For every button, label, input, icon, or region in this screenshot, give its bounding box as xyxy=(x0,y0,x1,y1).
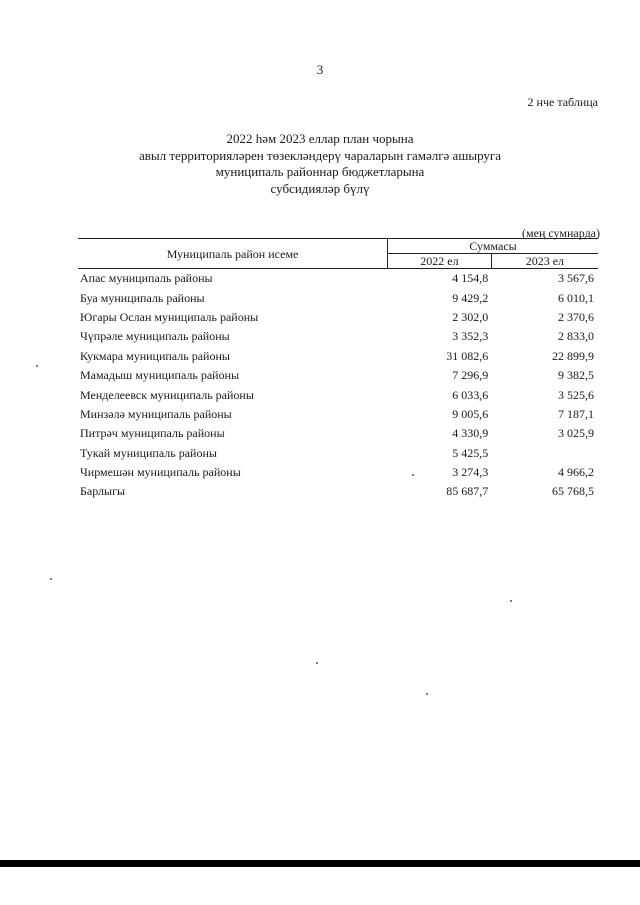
header-year-2022: 2022 ел xyxy=(388,254,492,269)
scan-speck xyxy=(36,365,38,367)
table-body xyxy=(78,269,598,502)
scan-speck xyxy=(510,600,512,602)
value-2023-cell: 6 010,1 xyxy=(558,290,594,305)
scan-speck xyxy=(426,693,428,695)
scan-speck xyxy=(412,474,414,476)
district-name-cell: Минзәлә муниципаль районы xyxy=(80,406,232,421)
units-note: (мең сумнарда) xyxy=(522,226,600,240)
value-2023-cell: 2 833,0 xyxy=(558,329,594,344)
value-2023-cell: 9 382,5 xyxy=(558,368,594,383)
value-2022-cell: 4 154,8 xyxy=(452,271,489,286)
district-name-cell: Кукмара муниципаль районы xyxy=(80,348,230,363)
table-row xyxy=(78,327,598,346)
value-2023-cell: 4 966,2 xyxy=(558,465,594,480)
value-2023-cell: 65 768,5 xyxy=(552,484,594,499)
title-line-2: авыл территорияләрен төзекләндерү чараларын гамәлгә ашыруга xyxy=(139,147,501,163)
page-number: 3 xyxy=(316,62,324,77)
value-2023-cell xyxy=(491,444,598,463)
title-line-3: муниципаль районнар бюджетларына xyxy=(215,164,425,179)
district-name-cell: Апас муниципаль районы xyxy=(80,271,213,286)
district-name-cell: Буа муниципаль районы xyxy=(80,290,205,305)
value-2022-cell: 31 082,6 xyxy=(446,348,489,363)
table-row xyxy=(78,444,598,463)
value-2023-cell: 22 899,9 xyxy=(552,348,594,363)
value-2023-cell: 3 525,6 xyxy=(558,387,594,402)
subsidy-table-container xyxy=(78,238,598,502)
scan-speck xyxy=(316,662,318,664)
value-2023-cell: 2 370,6 xyxy=(558,309,594,324)
value-2023-cell: 3 025,9 xyxy=(558,426,594,441)
value-2022-cell: 3 352,3 xyxy=(452,329,489,344)
value-2022-cell: 3 274,3 xyxy=(452,465,489,480)
district-name-cell: Тукай муниципаль районы xyxy=(80,445,217,460)
table-row xyxy=(78,424,598,443)
value-2022-cell: 7 296,9 xyxy=(452,368,489,383)
value-2022-cell: 85 687,7 xyxy=(446,484,489,499)
value-2022-cell: 9 429,2 xyxy=(452,290,489,305)
table-row xyxy=(78,366,598,385)
table-row xyxy=(78,482,598,501)
document-title xyxy=(0,131,640,197)
value-2022-cell: 4 330,9 xyxy=(452,426,489,441)
title-line-1: 2022 һәм 2023 еллар план чорына xyxy=(226,131,414,146)
district-name-cell: Барлыгы xyxy=(80,484,126,499)
value-2022-cell: 9 005,6 xyxy=(452,406,489,421)
table-row xyxy=(78,308,598,327)
value-2022-cell: 2 302,0 xyxy=(452,309,489,324)
district-name-cell: Югары Ослан муниципаль районы xyxy=(80,309,259,324)
scan-speck xyxy=(50,578,52,580)
table-row xyxy=(78,463,598,482)
scan-edge-bar xyxy=(0,860,640,867)
district-name-cell: Менделеевск муниципаль районы xyxy=(80,387,254,402)
header-district-name: Муниципаль район исеме xyxy=(78,239,388,269)
value-2022-cell: 6 033,6 xyxy=(452,387,489,402)
district-name-cell: Питрәч муниципаль районы xyxy=(80,426,225,441)
title-line-4: субсидияләр бүлү xyxy=(270,180,370,196)
district-name-cell: Чирмешән муниципаль районы xyxy=(80,465,241,480)
header-sum: Суммасы xyxy=(388,239,598,254)
table-row xyxy=(78,405,598,424)
district-name-cell: Чүпрәле муниципаль районы xyxy=(80,329,230,344)
district-name-cell: Мамадыш муниципаль районы xyxy=(80,368,240,383)
table-row xyxy=(78,385,598,404)
value-2023-cell: 3 567,6 xyxy=(558,271,594,286)
table-label: 2 нче таблица xyxy=(527,95,598,109)
table-row xyxy=(78,269,598,289)
header-year-2023: 2023 ел xyxy=(491,254,598,269)
value-2022-cell: 5 425,5 xyxy=(452,445,489,460)
value-2023-cell: 7 187,1 xyxy=(558,406,594,421)
subsidy-table xyxy=(78,238,598,502)
table-row xyxy=(78,347,598,366)
table-row xyxy=(78,288,598,307)
